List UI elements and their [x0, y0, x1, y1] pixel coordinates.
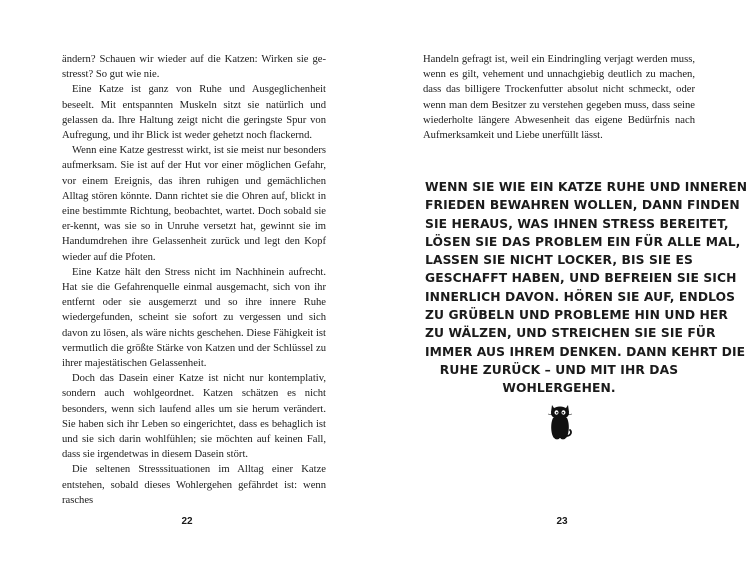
quote-line: ZU WÄLZEN, UND STREICHEN SIE SIE FÜR	[425, 326, 716, 341]
paragraph: Doch das Dasein einer Katze ist nicht nur kontemplativ, sondern auch wohlgeordnet. Katzen schätzen es nicht besonders, wenn sich laufend alles um sie herum verändert. Sie haben sich ihr Leben so eingerichtet, dass es behaglich ist und sie sich darin wohlfühlen; sie möchten auf keinen Fall, dass sie irgendetwas in diesem Dasein stört.	[62, 373, 326, 461]
paragraph: Handeln gefragt ist, weil ein Eindringling verjagt werden muss, wenn es gilt, vehement und unnachgiebig deutlich zu machen, dass das billigere Trockenfutter absolut nicht schmeckt, oder wenn man dem Besitzer zu verstehen gegeben muss, dass seine wiederholte längere Abwesenheit das eigene Bedürfnis nach Aufmerksamkeit und Liebe unerfüllt lässt.	[423, 54, 695, 142]
paragraph: Wenn eine Katze gestresst wirkt, ist sie meist nur besonders aufmerksam. Sie ist auf der Hut vor einer möglichen Gefahr, vor einem Ereignis, das ihren ruhigen und gemächlichen Alltag stören könnte. Dann richtet sie die Ohren auf, blickt in eine bestimmte Richtung, beobachtet, wartet. Doch sobald sie er-kennt, was sie so in Unruhe versetzt hat, gewinnt sie im Handumdrehen ihre Gelassenheit zurück und legt den Kopf wieder auf die Pfoten.	[62, 145, 326, 263]
quote-line: INNERLICH DAVON. HÖREN SIE AUF, ENDLOS	[425, 289, 736, 304]
quote-line: GESCHAFFT HABEN, UND BEFREIEN SIE SICH	[425, 271, 737, 286]
paragraph: Eine Katze hält den Stress nicht im Nachhinein aufrecht. Hat sie die Gefahrenquelle einmal ausgemacht, sich von ihr entfernt oder sie ausgemerzt und so ihre innere Ruhe wiedergefunden, scheint sie sofort zu vergessen und sich davon zu lösen, als wäre nichts geschehen. Diese Fähigkeit ist vermutlich die größte Stärke von Katzen und der Schlüssel zu ihrer majestätischen Gelassenheit.	[62, 266, 326, 370]
quote-line: WENN SIE WIE EIN KATZE RUHE UND INNEREN	[425, 180, 748, 194]
page-number: 22	[181, 516, 193, 527]
paragraph: ändern? Schauen wir wieder auf die Katzen: Wirken sie ge-stresst? So gut wie nie.	[62, 54, 326, 81]
quote-line: SIE HERAUS, WAS IHNEN STRESS BEREITET,	[425, 216, 729, 231]
quote-line: RUHE ZURÜCK – UND MIT IHR DAS	[439, 362, 679, 377]
left-page-text	[62, 52, 326, 508]
highlight-quote	[425, 178, 748, 398]
quote-line: IMMER AUS IHREM DENKEN. DANN KEHRT DIE	[425, 344, 746, 359]
quote-line: WOHLERGEHEN.	[502, 381, 616, 396]
black-cat-icon	[547, 402, 573, 440]
quote-line: FRIEDEN BEWAHREN WOLLEN, DANN FINDEN	[425, 198, 740, 213]
quote-line: LÖSEN SIE DAS PROBLEM EIN FÜR ALLE MAL,	[425, 234, 741, 249]
quote-line: ZU GRÜBELN UND PROBLEME HIN UND HER	[425, 308, 729, 323]
paragraph: Die seltenen Stresssituationen im Alltag einer Katze entstehen, sobald dieses Wohlergehen gefährdet ist: wenn rasches	[62, 464, 326, 506]
right-page-text	[423, 52, 695, 143]
right-page	[375, 0, 750, 565]
paragraph: Eine Katze ist ganz von Ruhe und Ausgeglichenheit beseelt. Mit entspannten Muskeln sitzt sie natürlich und gelassen da. Ihre Haltung zeigt nicht die geringste Spur von Aufregung, und ihr Blick ist weder gehetzt noch flackernd.	[62, 84, 326, 142]
quote-line: LASSEN SIE NICHT LOCKER, BIS SIE ES	[425, 253, 693, 268]
page-number: 23	[556, 516, 568, 527]
